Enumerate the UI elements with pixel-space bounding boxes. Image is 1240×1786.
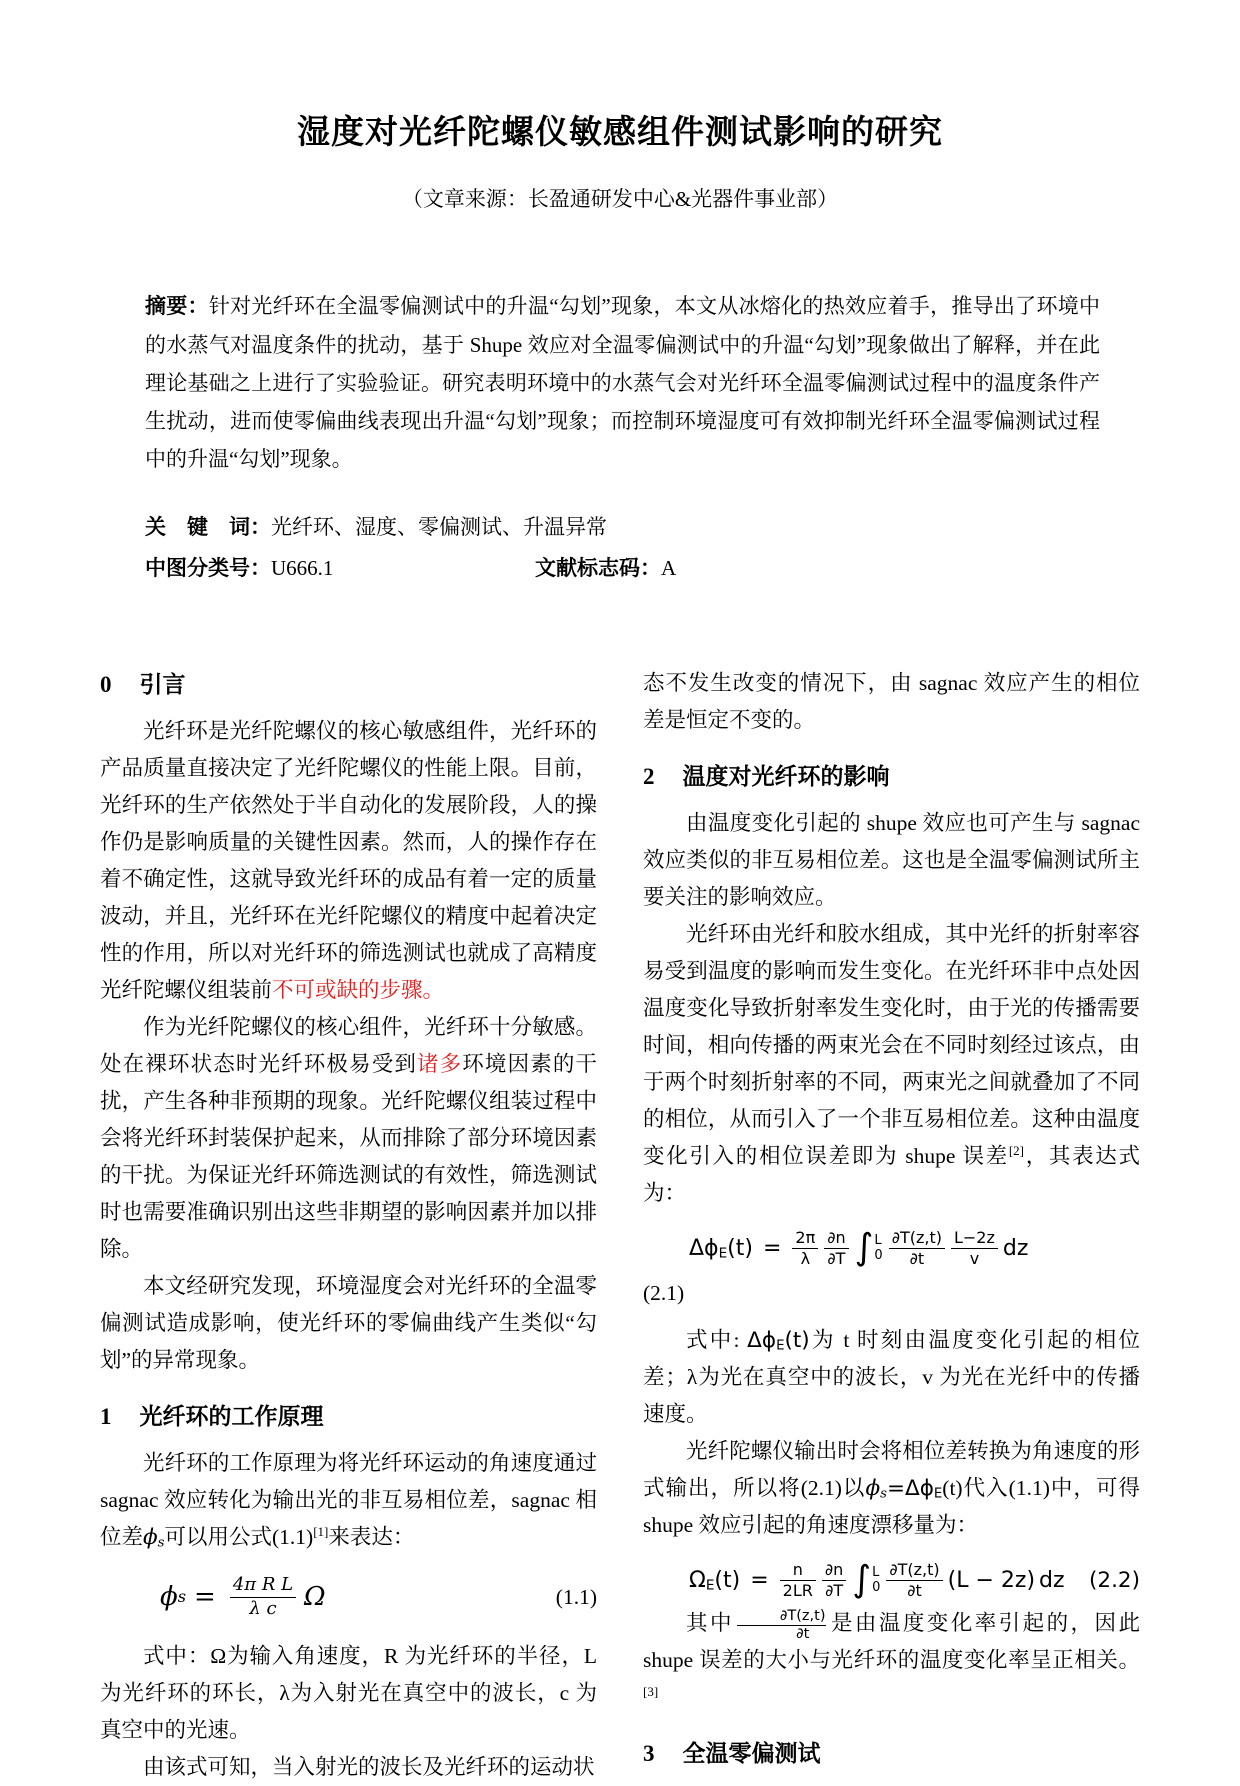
paragraph: 由温度变化引起的 shupe 效应也可产生与 sagnac 效应类似的非互易相位差。这也是全温零偏测试所主要关注的影响效应。: [643, 811, 1140, 909]
differential-dz: dz: [1002, 1235, 1029, 1261]
section-title: 引言: [139, 671, 186, 697]
integral-limits: L 0: [872, 1564, 881, 1595]
abstract-text: 针对光纤环在全温零偏测试中的升温“勾划”现象，本文从冰熔化的热效应着手，推导出了环境中的水蒸气对温度条件的扰动，基于 Shupe 效应对全温零偏测试中的升温“勾划”现象做出了解释，并在此理论基础之上进行了实验验证。研究表明环境中的水蒸气会对光纤环全温零偏测试过程中的温度条件产生扰动，进而使零偏曲线表现出升温“勾划”现象；而控制环境湿度可有效抑制光纤环全温零偏测试过程中的升温“勾划”现象。: [145, 294, 1101, 471]
doc-code-value: A: [661, 556, 677, 580]
paragraph-text: 为 t 时刻由温度变化引起的相位差；λ为光在真空中的波长，v 为光在光纤中的传播速度。: [643, 1328, 1140, 1426]
paragraph-text: 光纤环的工作原理为将光纤环运动的角速度通过 sagnac 效应转化为输出光的非互易相位差，sagnac 相位差: [100, 1451, 597, 1549]
fraction: [824, 1228, 848, 1269]
paragraph: [643, 1322, 1140, 1433]
equals-sign: =: [750, 1567, 769, 1593]
fraction-denominator: λ c: [230, 1597, 296, 1621]
fraction: [780, 1560, 816, 1601]
fraction: [822, 1560, 846, 1601]
paragraph: [100, 713, 597, 1009]
math-phi-symbol: $\phi_s$: [865, 1476, 887, 1502]
equation-2-1: [643, 1228, 1140, 1269]
paragraph: 式中：Ω为输入角速度，R 为光纤环的半径，L 为光纤环的环长，λ为入射光在真空中的波长，c 为真空中的光速。: [100, 1644, 597, 1742]
paragraph: 由该式可知，当入射光的波长及光纤环的运动状: [143, 1755, 595, 1779]
equals-sign: =: [762, 1235, 782, 1261]
paragraph: [643, 916, 1140, 1212]
keywords-line: [145, 508, 1100, 547]
section-title: 温度对光纤环的影响: [682, 763, 890, 789]
fraction-numerator: 2π: [795, 1228, 816, 1247]
citation-ref-3: [3]: [643, 1684, 659, 1700]
fraction: [886, 1560, 942, 1601]
fraction-numerator: ∂n: [824, 1560, 844, 1579]
paragraph: 态不发生改变的情况下，由 sagnac 效应产生的相位差是恒定不变的。: [643, 671, 1140, 732]
paragraph-text: 光纤环是光纤陀螺仪的核心敏感组件，光纤环的产品质量直接决定了光纤陀螺仪的性能上限。目前，光纤环的生产依然处于半自动化的发展阶段，人的操作仍是影响质量的关键性因素。然而，人的操作存在着不确定性，这就导致光纤环的成品有着一定的质量波动，并且，光纤环在光纤陀螺仪的精度中起着决定性的作用，所以对光纤环的筛选测试也就成了高精度光纤陀螺仪组装前: [100, 719, 597, 1002]
math-delta-phi: $\Delta\phi_E(t)$: [747, 1328, 810, 1354]
section-heading-0: [100, 669, 597, 700]
doc-code-label: 文献标志码：: [535, 557, 661, 580]
paragraph-text: 光纤陀螺仪输出时会将相位差转换为角速度的形式输出，所以将(2.1)以: [643, 1439, 1140, 1500]
column-left: [100, 665, 597, 1786]
paragraph-text: 来表达：: [328, 1525, 415, 1549]
math-phi-symbol: $\phi_s$: [143, 1525, 165, 1551]
paragraph-text: ，其表达式为：: [643, 1144, 1140, 1205]
integral: [854, 1227, 883, 1269]
fraction-numerator: ∂T(z,t): [891, 1228, 942, 1247]
section-number: 3: [643, 1741, 655, 1767]
equation-1-1: [100, 1574, 597, 1620]
clc-group: [145, 556, 333, 580]
equation-2-2: [643, 1560, 1140, 1601]
paragraph: [100, 1009, 597, 1268]
fraction-numerator: ∂n: [827, 1228, 846, 1247]
emphasis-red: 诸多: [416, 1052, 463, 1076]
paragraph-text: 其中: [686, 1611, 734, 1635]
paragraph: [100, 1445, 597, 1556]
section-number: 1: [100, 1404, 112, 1429]
fraction-numerator: 4π R L: [232, 1574, 294, 1595]
equation-lhs: $\Delta\phi_E(t)$: [689, 1235, 753, 1262]
section-number: 0: [100, 672, 112, 697]
section-title: 光纤环的工作原理: [139, 1403, 324, 1429]
paragraph-text: 光纤环由光纤和胶水组成，其中光纤的折射率容易受到温度的影响而发生变化。在光纤环非中点处因温度变化导致折射率发生变化时，由于光的传播需要时间，相向传播的两束光会在不同时刻经过该点，由于两个时刻折射率的不同，两束光之间就叠加了不同的相位，从而引入了一个非互易相位差。这种由温度变化引入的相位误差即为 shupe 误差: [643, 922, 1140, 1168]
fraction-denominator: 2LR: [780, 1580, 816, 1601]
citation-ref-1: [1]: [313, 1523, 329, 1539]
keywords-text: 光纤环、湿度、零偏测试、升温异常: [271, 515, 607, 539]
fraction-denominator: ∂T: [824, 1248, 848, 1269]
abstract-label: 摘要：: [145, 295, 209, 318]
fraction-denominator: ∂t: [889, 1248, 945, 1269]
fraction: [230, 1574, 296, 1620]
section-number: 2: [643, 764, 655, 789]
math-delta-phi: $=\Delta\phi_E$: [886, 1476, 943, 1502]
abstract-paragraph: [145, 287, 1100, 478]
differential-dz: dz: [1039, 1567, 1065, 1593]
paragraph: [643, 1433, 1140, 1544]
fraction: [951, 1228, 998, 1269]
fraction: [792, 1228, 818, 1269]
doc-code-group: [535, 549, 676, 588]
equation-label: (2.1): [643, 1281, 685, 1305]
paragraph: [643, 1605, 1140, 1716]
integral-sign: ∫: [852, 1559, 872, 1601]
paragraph-text: (t)代入(1.1)中，可得 shupe 效应引起的角速度漂移量为：: [643, 1476, 1140, 1537]
paragraph-text: 环境因素的干扰，产生各种非预期的现象。光纤陀螺仪组装过程中会将光纤环封装保护起来，从而排除了部分环境因素的干扰。为保证光纤环筛选测试的有效性，筛选测试时也需要准确识别出这些非期望的影响因素并加以排除。: [100, 1052, 597, 1261]
paragraph-text: 可以用公式(1.1): [164, 1525, 314, 1549]
clc-value: U666.1: [271, 556, 334, 580]
emphasis-red: 不可或缺的步骤。: [272, 978, 445, 1002]
abstract-block: [100, 287, 1140, 587]
fraction-denominator: λ: [792, 1248, 818, 1269]
fraction-numerator: L−2z: [953, 1228, 995, 1247]
fraction-denominator: ∂t: [886, 1580, 942, 1601]
paragraph-text: 是由温度变化率引起的，因此 shupe 误差的大小与光纤环的温度变化率呈正相关。: [643, 1611, 1140, 1673]
integral: [852, 1559, 881, 1601]
paragraph-text: 式中:: [686, 1328, 748, 1352]
citation-ref-2: [2]: [1008, 1142, 1025, 1158]
paragraph: 本文经研究发现，环境湿度会对光纤环的全温零偏测试造成影响，使光纤环的零偏曲线产生类似“勾划”的异常现象。: [100, 1274, 597, 1372]
integral-sign: ∫: [854, 1227, 874, 1269]
integral-limits: L 0: [874, 1232, 883, 1263]
equals-sign: =: [194, 1581, 216, 1612]
fraction-numerator: n: [792, 1560, 803, 1579]
fraction-denominator: v: [951, 1248, 998, 1269]
clc-label: 中图分类号：: [145, 557, 271, 580]
fraction-denominator: ∂t: [737, 1625, 826, 1643]
math-omega-symbol: Ω: [304, 1581, 326, 1612]
inline-fraction: [737, 1608, 826, 1642]
section-title: 全温零偏测试: [682, 1740, 821, 1767]
two-column-body: [100, 665, 1140, 1786]
keywords-label: 关 键 词：: [145, 516, 271, 539]
equation-label: (2.2): [1089, 1567, 1140, 1593]
classification-line: [145, 549, 1100, 587]
section-heading-1: [100, 1401, 597, 1432]
equation-body: ϕ s = $\frac{\text{4π R L}}{\text{λ c}}$ Ω: [160, 1574, 326, 1619]
equation-lhs: $\Omega_E(t)$: [689, 1567, 741, 1594]
fraction-numerator: ∂T(z,t): [779, 1607, 826, 1624]
equation-label: (1.1): [555, 1584, 597, 1609]
fraction: [889, 1228, 945, 1269]
section-heading-3: [643, 1738, 1140, 1769]
equation-tail: (L − 2z): [947, 1567, 1036, 1593]
section-heading-2: [643, 761, 1140, 792]
column-right: [643, 665, 1140, 1786]
math-phi-symbol: ϕ: [160, 1581, 178, 1612]
fraction-numerator: ∂T(z,t): [889, 1560, 940, 1579]
fraction-denominator: ∂T: [822, 1580, 846, 1601]
paper-title: 湿度对光纤陀螺仪敏感组件测试影响的研究: [297, 113, 943, 150]
source-line: （文章来源：长盈通研发中心&光器件事业部）: [401, 187, 839, 211]
paragraph-text: 作为光纤陀螺仪的核心组件，光纤环十分敏感。处在裸环状态时光纤环极易受到: [100, 1015, 597, 1076]
